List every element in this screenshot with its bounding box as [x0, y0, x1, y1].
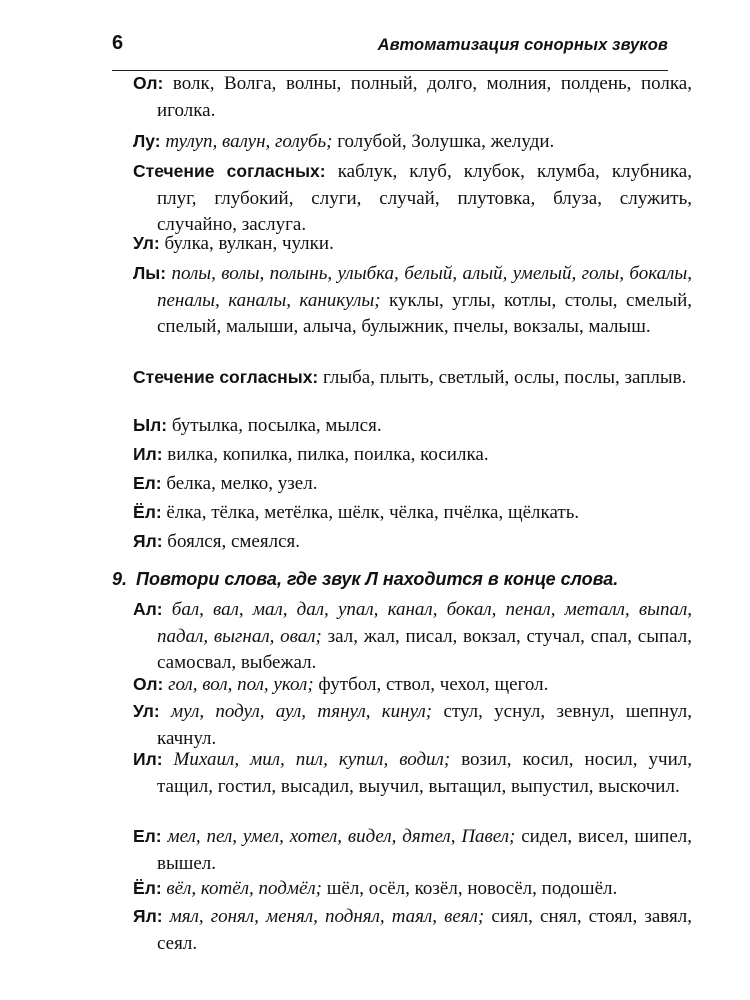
word-entry	[133, 70, 692, 124]
word-entry	[133, 746, 692, 800]
word-entry	[133, 875, 692, 903]
entry-italic-words: мял, гонял, менял, поднял, таял, веял;	[169, 906, 485, 927]
task-number: 9.	[112, 569, 128, 589]
entry-label: Ел:	[133, 826, 162, 846]
word-entry	[133, 412, 692, 440]
entry-label: Ял:	[133, 531, 163, 551]
entry-words: зал, жал, писал, вокзал, стучал, спал, сыпал, самосвал, выбежал.	[157, 625, 692, 673]
entry-label: Ол:	[133, 674, 164, 694]
word-entry	[133, 596, 692, 677]
word-entry	[133, 364, 692, 392]
entry-italic-words: мул, подул, аул, тянул, кинул;	[171, 701, 433, 722]
entry-words: сиял, снял, стоял, завял, сеял.	[157, 906, 692, 954]
entry-italic-words: вёл, котёл, подмёл;	[166, 878, 323, 899]
word-entry	[133, 441, 692, 469]
entry-italic-words: бал, вал, мал, дал, упал, канал, бокал, пенал, металл, выпал, падал, выгнал, овал;	[157, 599, 692, 647]
running-head: Автоматизация сонорных звуков	[377, 36, 668, 54]
entry-italic-words: Михаил, мил, пил, купил, водил;	[173, 749, 451, 770]
entry-label: Ул:	[133, 233, 160, 253]
entry-words: волк, Волга, волны, полный, долго, молния, полдень, полка, иголка.	[157, 73, 692, 121]
entry-label: Лы:	[133, 263, 167, 283]
entry-label: Ёл:	[133, 502, 162, 522]
word-entry	[133, 698, 692, 752]
word-entry	[133, 158, 692, 239]
entry-italic-words: мел, пел, умел, хотел, видел, дятел, Павел;	[167, 826, 516, 847]
word-entry	[133, 499, 692, 527]
entry-words: каблук, клуб, клубок, клумба, клубника, плуг, глубокий, слуги, случай, плутовка, блуза, служить, случайно, заслуга.	[157, 161, 692, 235]
entry-words: вилка, копилка, пилка, поилка, косилка.	[167, 444, 489, 465]
word-entry	[133, 128, 692, 156]
entry-words: булка, вулкан, чулки.	[164, 233, 334, 254]
entry-label: Стечение согласных:	[133, 161, 326, 181]
entry-label: Ил:	[133, 749, 163, 769]
entry-italic-words: тулуп, валун, голубь;	[165, 131, 333, 152]
entry-label: Ел:	[133, 473, 162, 493]
word-entry	[133, 823, 692, 877]
entry-label: Ул:	[133, 701, 160, 721]
entry-label: Ял:	[133, 906, 163, 926]
word-entry	[133, 528, 692, 556]
word-entry	[133, 230, 692, 258]
entry-words: голубой, Золушка, желуди.	[337, 131, 555, 152]
word-entry	[133, 671, 692, 699]
entry-italic-words: гол, вол, пол, укол;	[168, 674, 314, 695]
entry-label: Лу:	[133, 131, 161, 151]
entry-label: Ыл:	[133, 415, 168, 435]
entry-words: боялся, смеялся.	[167, 531, 301, 552]
entry-words: стул, уснул, зевнул, шепнул, качнул.	[157, 701, 693, 749]
entry-words: шёл, осёл, козёл, новосёл, подошёл.	[326, 878, 618, 899]
entry-words: куклы, углы, котлы, столы, смелый, спелый, малыши, алыча, булыжник, пчелы, вокзалы, малыш.	[157, 289, 693, 337]
entry-label: Ол:	[133, 73, 164, 93]
entry-words: футбол, ствол, чехол, щегол.	[318, 674, 549, 695]
entry-italic-words: полы, волы, полынь, улыбка, белый, алый, умелый, голы, бокалы, пеналы, каналы, каникулы;	[157, 263, 693, 311]
entry-words: возил, косил, носил, учил, тащил, гостил, высадил, выучил, вытащил, выпустил, выскочил.	[157, 749, 692, 797]
entry-label: Стечение согласных:	[133, 367, 319, 387]
word-entry	[133, 260, 692, 341]
task-heading	[112, 566, 672, 592]
entry-words: бутылка, посылка, мылся.	[171, 415, 382, 436]
task-text: Повтори слова, где звук Л находится в конце слова.	[136, 569, 619, 589]
entry-words: глыба, плыть, светлый, ослы, послы, заплыв.	[323, 367, 687, 388]
entry-words: сидел, висел, шипел, вышел.	[157, 826, 693, 874]
entry-label: Ил:	[133, 444, 163, 464]
entry-words: ёлка, тёлка, метёлка, шёлк, чёлка, пчёлка, щёлкать.	[166, 502, 580, 523]
entry-label: Ал:	[133, 599, 163, 619]
word-entry	[133, 903, 692, 957]
page-number: 6	[112, 32, 124, 54]
page-header	[112, 30, 668, 71]
entry-words: белка, мелко, узел.	[166, 473, 318, 494]
entry-label: Ёл:	[133, 878, 162, 898]
word-entry	[133, 470, 692, 498]
